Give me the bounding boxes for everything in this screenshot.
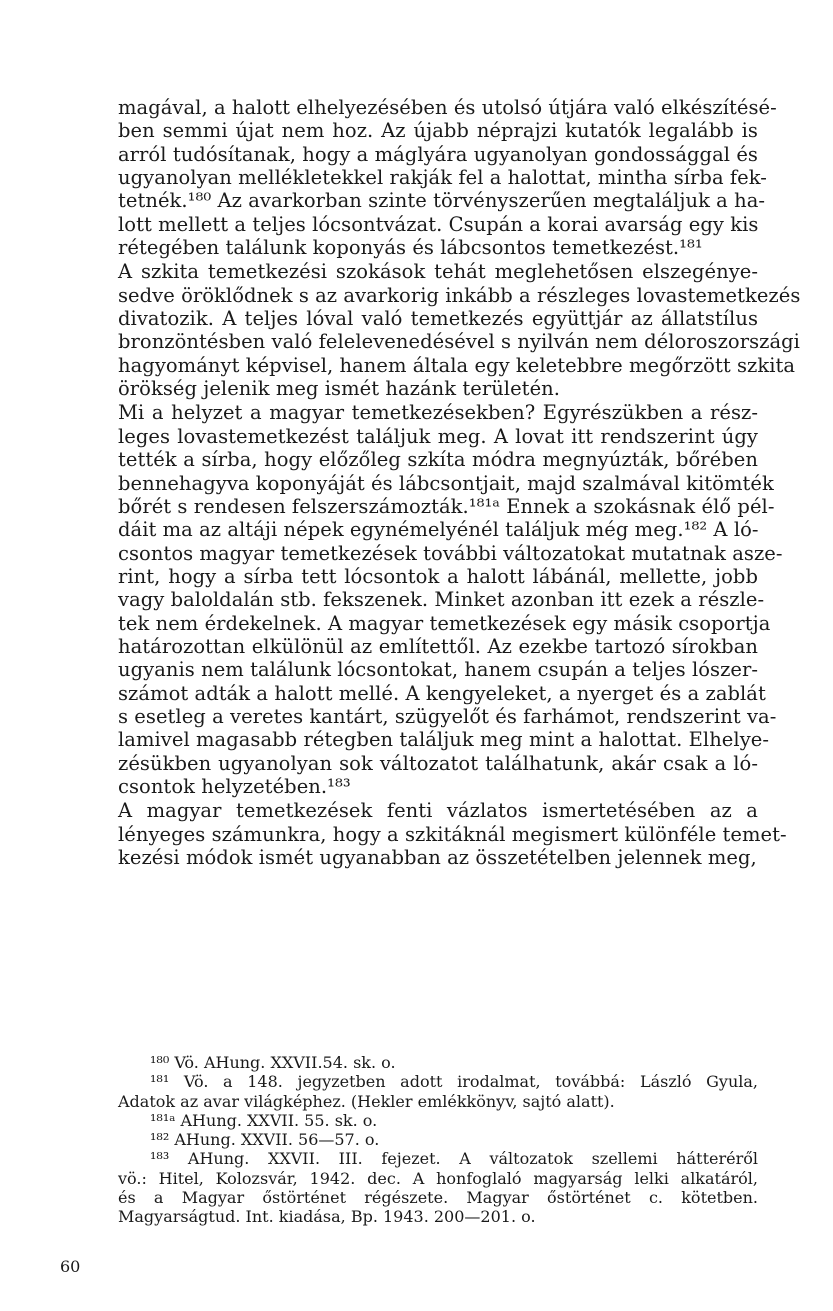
text-line: leges lovastemetkezést találjuk meg. A lovat itt rendszerint úgy <box>118 424 758 448</box>
text-line: számot adták a halott mellé. A kengyeleket, a nyerget és a zablát <box>118 681 766 705</box>
text-line: dáit ma az altáji népek egynémelyénél találjuk még meg.¹⁸² A ló- <box>118 518 759 542</box>
text-line: divatozik. A teljes lóval való temetkezés együttjár az állatstílus <box>118 307 758 331</box>
text-line: lényeges számunkra, hogy a szkitáknál megismert különféle temet- <box>118 822 787 846</box>
text-line: csontok helyzetében.¹⁸³ <box>118 774 351 798</box>
text-line: bronzöntésben való felelevenedésével s nyilván nem déloroszországi <box>118 330 800 354</box>
text-line: bennehagyva koponyáját és lábcsontjait, majd szalmával kitömték <box>118 471 774 495</box>
paragraph <box>118 799 787 869</box>
text-line: tetnék.¹⁸⁰ Az avarkorban szinte törvényszerűen megtaláljuk a ha- <box>118 189 766 213</box>
footnote-line: ¹⁸⁰ Vö. AHung. XXVII.54. sk. o. <box>150 1053 396 1072</box>
page-number: 60 <box>60 1257 81 1276</box>
text-line: tek nem érdekelnek. A magyar temetkezések egy másik csoportja <box>118 611 771 635</box>
text-line: Mi a helyzet a magyar temetkezésekben? Egyrészükben a rész- <box>118 401 758 425</box>
text-line: lamivel magasabb rétegben találjuk meg mint a halottat. Elhelye- <box>118 728 769 752</box>
text-line: ugyanolyan mellékletekkel rakják fel a halottat, mintha sírba fek- <box>118 166 767 190</box>
text-line: magával, a halott elhelyezésében és utolsó útjára való elkészítésé- <box>118 96 777 119</box>
footnote-line: ¹⁸³ AHung. XXVII. III. fejezet. A változatok szellemi hátteréről <box>150 1149 758 1169</box>
text-line: lott mellett a teljes lócsontvázat. Csupán a korai avarság egy kis <box>118 212 759 236</box>
text-line: A magyar temetkezések fenti vázlatos ismertetésében az a <box>118 799 758 823</box>
text-line: zésükben ugyanolyan sok változatot találhatunk, akár csak a ló- <box>118 751 758 775</box>
text-line: A szkita temetkezési szokások tehát meglehetősen elszegénye- <box>118 260 758 284</box>
text-line: arról tudósítanak, hogy a máglyára ugyanolyan gondossággal és <box>118 142 758 166</box>
footnote-line: Adatok az avar világképhez. (Hekler emlékkönyv, sajtó alatt). <box>118 1091 615 1111</box>
text-line: s esetleg a veretes kantárt, szügyelőt és farhámot, rendszerint va- <box>118 704 777 728</box>
footnote-line: ¹⁸¹ᵃ AHung. XXVII. 55. sk. o. <box>150 1110 378 1130</box>
text-line: csontos magyar temetkezések további változatokat mutatnak asze- <box>118 541 783 565</box>
text-line: sedve öröklődnek s az avarkorig inkább a részleges lovastemetkezés <box>118 283 801 307</box>
text-line: kezési módok ismét ugyanabban az összetételben jelennek meg, <box>118 846 757 869</box>
text-line: határozottan elkülönül az említettől. Az ezekbe tartozó sírokban <box>118 634 758 658</box>
text-line: rétegében találunk koponyás és lábcsontos temetkezést.¹⁸¹ <box>118 236 703 260</box>
footnote-line: ¹⁸² AHung. XXVII. 56—57. o. <box>150 1130 380 1150</box>
footnote <box>118 1111 758 1130</box>
footnote <box>118 1130 758 1149</box>
text-line: ugyanis nem találunk lócsontokat, hanem csupán a teljes lószer- <box>118 658 759 682</box>
footnote-line: vö.: Hitel, Kolozsvár, 1942. dec. A honfoglaló magyarság lelki alkatáról, <box>118 1168 758 1188</box>
paragraph <box>118 96 777 260</box>
footnotes <box>118 1053 758 1227</box>
text-line: vagy baloldalán stb. fekszenek. Minket azonban itt ezek a részle- <box>118 588 765 612</box>
footnote <box>118 1149 758 1226</box>
body-text <box>118 96 801 869</box>
footnote-line: és a Magyar őstörténet régészete. Magyar őstörténet c. kötetben. <box>118 1188 758 1208</box>
text-line: bőrét s rendesen felszerszámozták.¹⁸¹ᵃ Ennek a szokásnak élő pél- <box>118 494 775 518</box>
paragraph <box>118 401 783 798</box>
text-line: tették a sírba, hogy előzőleg szkíta módra megnyúzták, bőrében <box>118 448 758 472</box>
text-line: örökség jelenik meg ismét hazánk területén. <box>118 377 561 401</box>
footnote <box>118 1072 758 1111</box>
text-line: ben semmi újat nem hoz. Az újabb néprajzi kutatók legalább is <box>118 119 758 143</box>
footnote <box>118 1053 758 1072</box>
text-line: hagyományt képvisel, hanem általa egy keletebbre megőrzött szkita <box>118 353 796 377</box>
text-line: rint, hogy a sírba tett lócsontok a halott lábánál, mellette, jobb <box>118 564 758 588</box>
paragraph <box>118 260 801 401</box>
footnote-line: Magyarságtud. Int. kiadása, Bp. 1943. 200—201. o. <box>118 1207 536 1227</box>
footnote-line: ¹⁸¹ Vö. a 148. jegyzetben adott irodalmat, továbbá: László Gyula, <box>150 1072 758 1092</box>
